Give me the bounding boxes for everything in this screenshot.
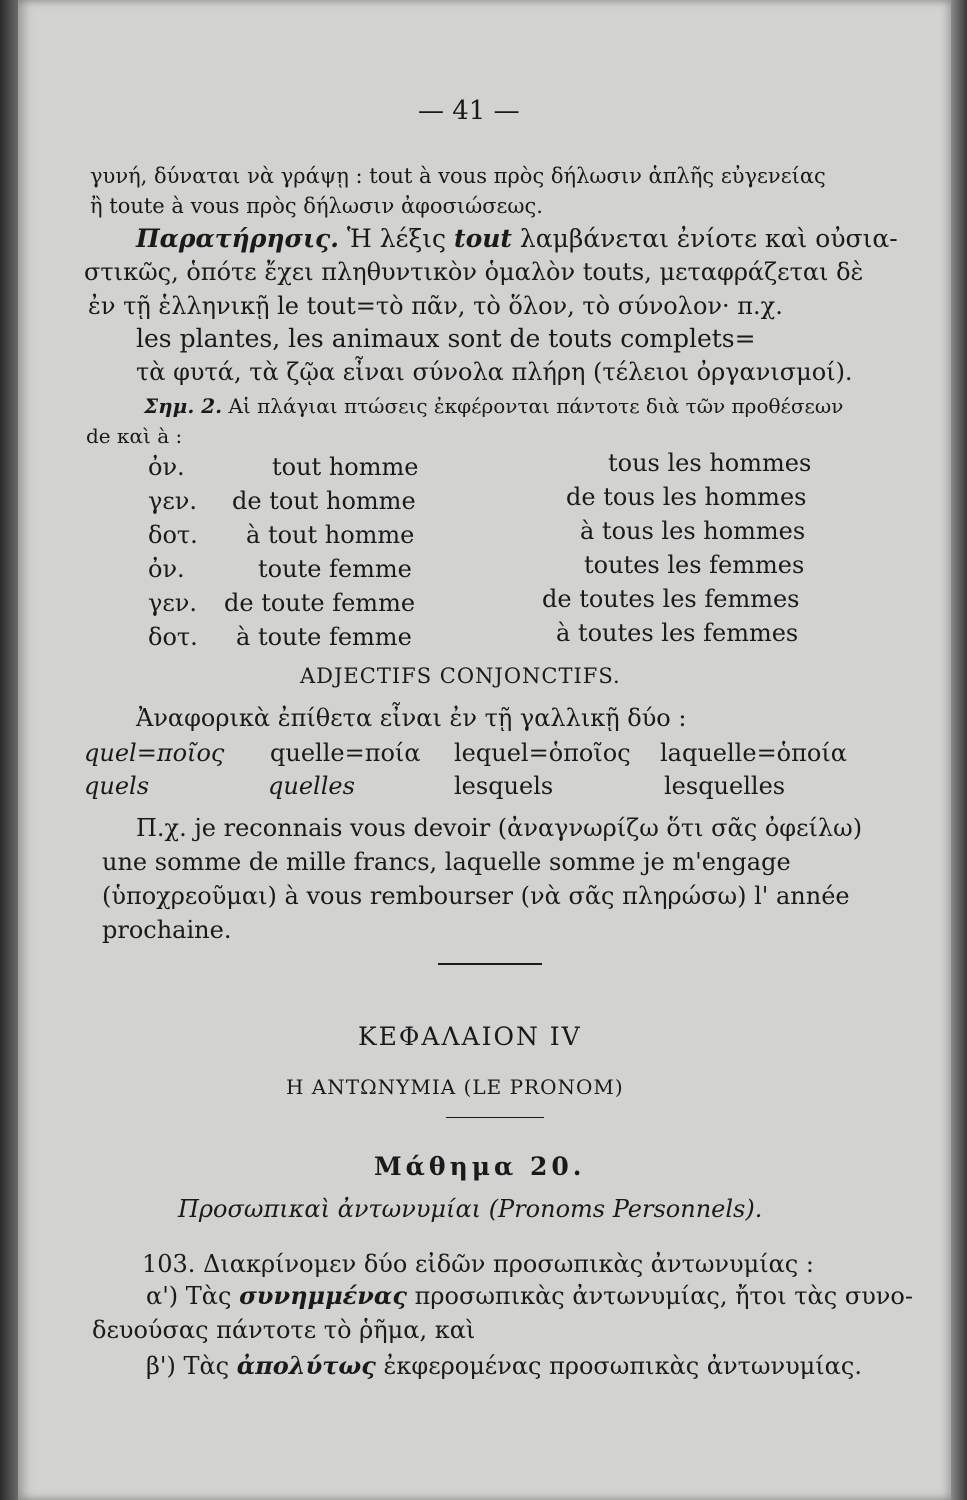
para103-a-rest: προσωπικὰς ἀντωνυμίας, ἤτοι τὰς συνο- bbox=[407, 1282, 913, 1310]
book-page bbox=[18, 0, 951, 1500]
case-label: δοτ. bbox=[148, 623, 198, 651]
plural-form: tous les hommes bbox=[608, 449, 812, 477]
para103-a-prefix: α') Τὰς bbox=[146, 1282, 240, 1310]
adjectifs-intro: Ἀναφορικὰ ἐπίθετα εἶναι ἐν τῇ γαλλικῇ δύο : bbox=[136, 704, 687, 732]
pronoun-lequel: lequel=ὁποῖος bbox=[454, 739, 631, 767]
remark-word: tout bbox=[454, 224, 512, 253]
pronoun-quels: quels bbox=[84, 772, 150, 800]
pronoun-quelles: quelles bbox=[268, 772, 355, 800]
plural-form: de tous les hommes bbox=[566, 483, 807, 511]
section-title: Προσωπικαὶ ἀντωνυμίαι (Pronoms Personnels). bbox=[178, 1195, 763, 1223]
para103-a-line-1 bbox=[146, 1281, 913, 1310]
note2-line-1 bbox=[144, 396, 843, 416]
singular-form: à tout homme bbox=[246, 521, 415, 549]
remark-line-5: τὰ φυτά, τὰ ζῷα εἶναι σύνολα πλήρη (τέλειοι ὀργανισμοί). bbox=[136, 358, 853, 386]
para103-b-rest: ἐκφερομένας προσωπικὰς ἀντωνυμίας. bbox=[375, 1352, 862, 1380]
chapter-title: ΚΕΦΑΛΑΙΟΝ IV bbox=[358, 1022, 582, 1051]
singular-form: de toute femme bbox=[224, 589, 416, 617]
para103-b-bold: ἀπολύτως bbox=[236, 1351, 376, 1380]
case-label: ὀν. bbox=[148, 453, 185, 481]
plural-form: à tous les hommes bbox=[580, 517, 806, 545]
remark-text-b: λαμβάνεται ἐνίοτε καὶ οὐσια- bbox=[511, 224, 898, 253]
example-line-3: (ὑποχρεοῦμαι) à vous rembourser (νὰ σᾶς πληρώσω) l' année bbox=[102, 882, 850, 910]
case-label: γεν. bbox=[148, 589, 197, 617]
book-spine-shadow bbox=[0, 0, 18, 1500]
page-edge-shadow bbox=[951, 0, 967, 1500]
case-label: δοτ. bbox=[148, 521, 198, 549]
remark-label: Παρατήρησις. bbox=[136, 224, 339, 253]
note2-line-2: de καὶ à : bbox=[86, 424, 183, 448]
plural-form: à toutes les femmes bbox=[556, 619, 799, 647]
remark-line-4: les plantes, les animaux sont de touts complets= bbox=[136, 324, 756, 353]
note2-text: Αἱ πλάγιαι πτώσεις ἐκφέρονται πάντοτε διὰ τῶν προθέσεων bbox=[228, 394, 844, 418]
para103-b-prefix: β') Τὰς bbox=[146, 1352, 237, 1380]
note2-label: Σημ. 2. bbox=[144, 394, 223, 418]
pronoun-quel: quel=ποῖος bbox=[84, 739, 225, 767]
plural-form: toutes les femmes bbox=[584, 551, 805, 579]
singular-form: tout homme bbox=[272, 453, 419, 481]
plural-form: de toutes les femmes bbox=[542, 585, 800, 613]
chapter-subtitle: Η ΑΝΤΩΝΥΜΙΑ (LE PRONOM) bbox=[286, 1075, 624, 1099]
remark-line-3: ἐν τῇ ἑλληνικῇ le tout=τὸ πᾶν, τὸ ὅλον, τὸ σύνολον· π.χ. bbox=[88, 292, 783, 320]
singular-form: à toute femme bbox=[236, 623, 412, 651]
intro-line-2: ἢ toute à vous πρὸς δήλωσιν ἀφοσιώσεως. bbox=[90, 194, 543, 218]
remark-text-a: Ἡ λέξις bbox=[346, 224, 455, 253]
example-line-4: prochaine. bbox=[102, 916, 232, 944]
intro-line-1: γυνή, δύναται νὰ γράψῃ : tout à vous πρὸς δήλωσιν ἁπλῆς εὐγενείας bbox=[90, 164, 826, 188]
singular-form: de tout homme bbox=[232, 487, 416, 515]
pronoun-quelle: quelle=ποία bbox=[270, 739, 421, 767]
example-line-1: Π.χ. je reconnais vous devoir (ἀναγνωρίζω ὅτι σᾶς ὀφείλω) bbox=[136, 814, 863, 842]
adjectifs-heading: ADJECTIFS CONJONCTIFS. bbox=[300, 664, 621, 688]
para103-line-1: 103. Διακρίνομεν δύο εἰδῶν προσωπικὰς ἀντωνυμίας : bbox=[142, 1250, 814, 1278]
example-line-2: une somme de mille francs, laquelle somme je m'engage bbox=[102, 848, 791, 876]
pronoun-laquelle: laquelle=ὁποία bbox=[660, 739, 847, 767]
section-divider bbox=[438, 963, 542, 965]
lesson-heading: Μάθημα 20. bbox=[374, 1152, 586, 1181]
case-label: ὀν. bbox=[148, 555, 185, 583]
para103-a-bold: συνημμένας bbox=[239, 1281, 407, 1310]
singular-form: toute femme bbox=[258, 555, 412, 583]
para103-b-line bbox=[146, 1351, 862, 1380]
pronoun-lesquels: lesquels bbox=[454, 772, 554, 800]
remark-line-1 bbox=[136, 226, 898, 251]
page-number: — 41 — bbox=[418, 96, 520, 126]
para103-a-line-2: δευούσας πάντοτε τὸ ῥῆμα, καὶ bbox=[92, 1316, 476, 1344]
remark-line-2: στικῶς, ὁπότε ἔχει πληθυντικὸν ὁμαλὸν touts, μεταφράζεται δὲ bbox=[84, 258, 864, 286]
chapter-divider bbox=[446, 1117, 544, 1118]
case-label: γεν. bbox=[148, 487, 197, 515]
pronoun-lesquelles: lesquelles bbox=[664, 772, 786, 800]
